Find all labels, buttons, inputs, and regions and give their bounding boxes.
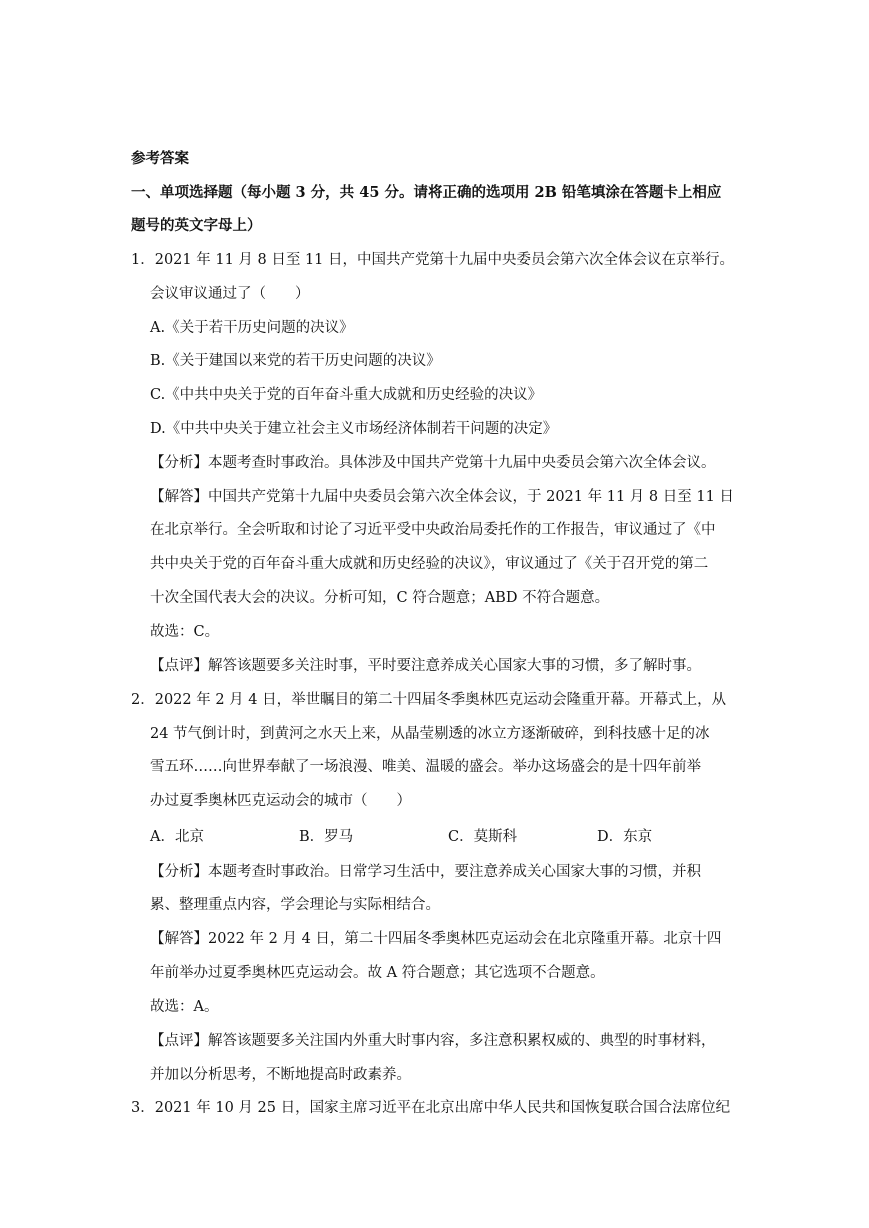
- q2-option-d: D．东京: [597, 829, 653, 845]
- q1-comment: 【点评】解答该题要多关注时事，平时要注意养成关心国家大事的习惯，多了解时事。: [150, 658, 701, 674]
- q1-option-c: C.《中共中央关于党的百年奋斗重大成就和历史经验的决议》: [150, 387, 543, 403]
- q1-answer-line-3: 共中央关于党的百年奋斗重大成就和历史经验的决议》，审议通过了《关于召开党的第二: [150, 556, 709, 572]
- q1-answer-line-4: 十次全国代表大会的决议。分析可知，C 符合题意；ABD 不符合题意。: [150, 590, 610, 606]
- q2-comment-line-2: 并加以分析思考，不断地提高时政素养。: [150, 1067, 411, 1083]
- q1-stem-line-2: 会议审议通过了（ ）: [150, 286, 310, 302]
- q1-option-a: A.《关于若干历史问题的决议》: [150, 320, 354, 336]
- q2-answer-line-2: 年前举办过夏季奥林匹克运动会。故 A 符合题意；其它选项不合题意。: [150, 965, 605, 981]
- q1-answer-line-1: 【解答】中国共产党第十九届中央委员会第六次全体会议，于 2021 年 11 月 8 日至 11 日: [150, 489, 734, 505]
- q2-analysis-line-2: 累、整理重点内容，学会理论与实际相结合。: [150, 897, 440, 913]
- q2-comment-line-1: 【点评】解答该题要多关注国内外重大时事内容，多注意积累权威的、典型的时事材料，: [150, 1033, 716, 1049]
- q2-stem-line-4: 办过夏季奥林匹克运动会的城市（ ）: [150, 793, 411, 809]
- q1-choice: 故选：C。: [150, 624, 220, 640]
- q3-stem-line-1: 3．2021 年 10 月 25 日，国家主席习近平在北京出席中华人民共和国恢复联合国合法席位纪: [131, 1100, 731, 1116]
- page-title: 参考答案: [131, 150, 189, 167]
- q2-option-c: C．莫斯科: [448, 829, 518, 845]
- q2-analysis-line-1: 【分析】本题考查时事政治。日常学习生活中，要注意养成关心国家大事的习惯，并积: [150, 864, 701, 880]
- q1-option-b: B.《关于建国以来党的若干历史问题的决议》: [150, 353, 441, 369]
- q1-analysis: 【分析】本题考查时事政治。具体涉及中国共产党第十九届中央委员会第六次全体会议。: [150, 455, 716, 471]
- q2-stem-line-1: 2．2022 年 2 月 4 日，举世瞩目的第二十四届冬季奥林匹克运动会隆重开幕。开幕式上，从: [131, 692, 727, 708]
- q1-answer-line-2: 在北京举行。全会听取和讨论了习近平受中央政治局委托作的工作报告，审议通过了《中: [150, 522, 716, 538]
- q2-stem-line-2: 24 节气倒计时，到黄河之水天上来，从晶莹剔透的冰立方逐渐破碎，到科技感十足的冰: [150, 726, 710, 742]
- q1-stem-line-1: 1．2021 年 11 月 8 日至 11 日，中国共产党第十九届中央委员会第六次全体会议在京举行。: [131, 252, 735, 268]
- q2-stem-line-3: 雪五环……向世界奉献了一场浪漫、唯美、温暖的盛会。举办这场盛会的是十四年前举: [150, 759, 701, 775]
- q1-option-d: D.《中共中央关于建立社会主义市场经济体制若干问题的决定》: [150, 421, 558, 437]
- q2-answer-line-1: 【解答】2022 年 2 月 4 日，第二十四届冬季奥林匹克运动会在北京隆重开幕。北京十四: [150, 931, 722, 947]
- section-header-line-1: 一、单项选择题（每小题 3 分，共 45 分。请将正确的选项用 2B 铅笔填涂在答题卡上相应: [131, 184, 722, 201]
- section-header-line-2: 题号的英文字母上）: [131, 217, 262, 234]
- q2-option-a: A．北京: [150, 829, 204, 845]
- q2-choice: 故选：A。: [150, 999, 219, 1015]
- q2-option-b: B．罗马: [299, 829, 354, 845]
